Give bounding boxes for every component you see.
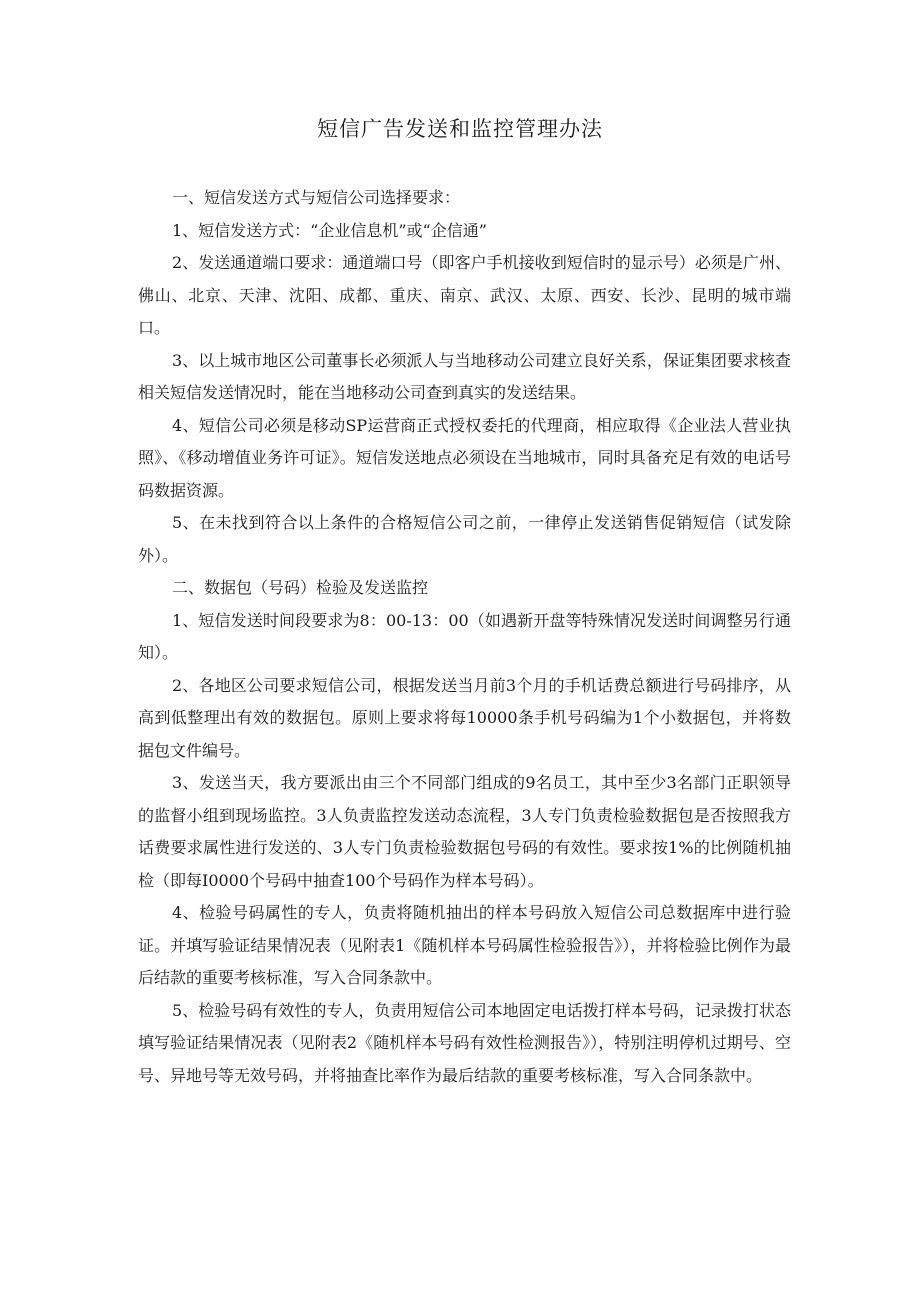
paragraph-2-3: 3、发送当天，我方要派出由三个不同部门组成的9名员工，其中至少3名部门正职领导的监督小组到现场监控。3人负责监控发送动态流程，3人专门负责检验数据包是否按照我方话费要求属性进行发送的、3人专门负责检验数据包号码的有效性。要求按1%的比例随机抽检（即每I0000个号码中抽查100个号码作为样本号码）。 bbox=[138, 773, 791, 890]
paragraph-1-4: 4、短信公司必须是移动SP运营商正式授权委托的代理商，相应取得《企业法人营业执照》、《移动增值业务许可证》。短信发送地点必须设在当地城市，同时具备充足有效的电话号码数据资源。 bbox=[138, 415, 791, 500]
paragraph-2-5: 5、检验号码有效性的专人，负责用短信公司本地固定电话拨打样本号码，记录拨打状态填写验证结果情况表（见附表2《随机样本号码有效性检测报告》），特别注明停机过期号、空号、异地号等无效号码，并将抽查比率作为最后结款的重要考核标准，写入合同条款中。 bbox=[138, 1000, 791, 1085]
paragraph-1-2: 2、发送通道端口要求：通道端口号（即客户手机接收到短信时的显示号）必须是广州、佛山、北京、天津、沈阳、成都、重庆、南京、武汉、太原、西安、长沙、昆明的城市端口。 bbox=[138, 253, 791, 337]
paragraph-2-4: 4、检验号码属性的专人，负责将随机抽出的样本号码放入短信公司总数据库中进行验证。并填写验证结果情况表（见附表1《随机样本号码属性检验报告》），并将检验比例作为最后结款的重要考核标准，写入合同条款中。 bbox=[138, 903, 791, 987]
document-body bbox=[138, 182, 791, 1092]
section-heading-2: 二、数据包（号码）检验及发送监控 bbox=[172, 578, 429, 597]
document-title: 短信广告发送和监控管理办法 bbox=[317, 117, 603, 141]
paragraph-1-5: 5、在未找到符合以上条件的合格短信公司之前，一律停止发送销售促销短信（试发除外）。 bbox=[138, 513, 791, 565]
paragraph-1-1: 1、短信发送方式：“企业信息机”或“企信通” bbox=[172, 220, 487, 240]
paragraph-1-3: 3、以上城市地区公司董事长必须派人与当地移动公司建立良好关系，保证集团要求核查相关短信发送情况时，能在当地移动公司查到真实的发送结果。 bbox=[138, 350, 791, 402]
section-heading-1: 一、短信发送方式与短信公司选择要求： bbox=[172, 188, 461, 207]
paragraph-2-1: 1、短信发送时间段要求为8：00-13：00（如遇新开盘等特殊情况发送时间调整另行通知）。 bbox=[138, 610, 791, 662]
paragraph-2-2: 2、各地区公司要求短信公司，根据发送当月前3个月的手机话费总额进行号码排序，从高到低整理出有效的数据包。原则上要求将每10000条手机号码编为1个小数据包，并将数据包文件编号。 bbox=[138, 675, 791, 760]
